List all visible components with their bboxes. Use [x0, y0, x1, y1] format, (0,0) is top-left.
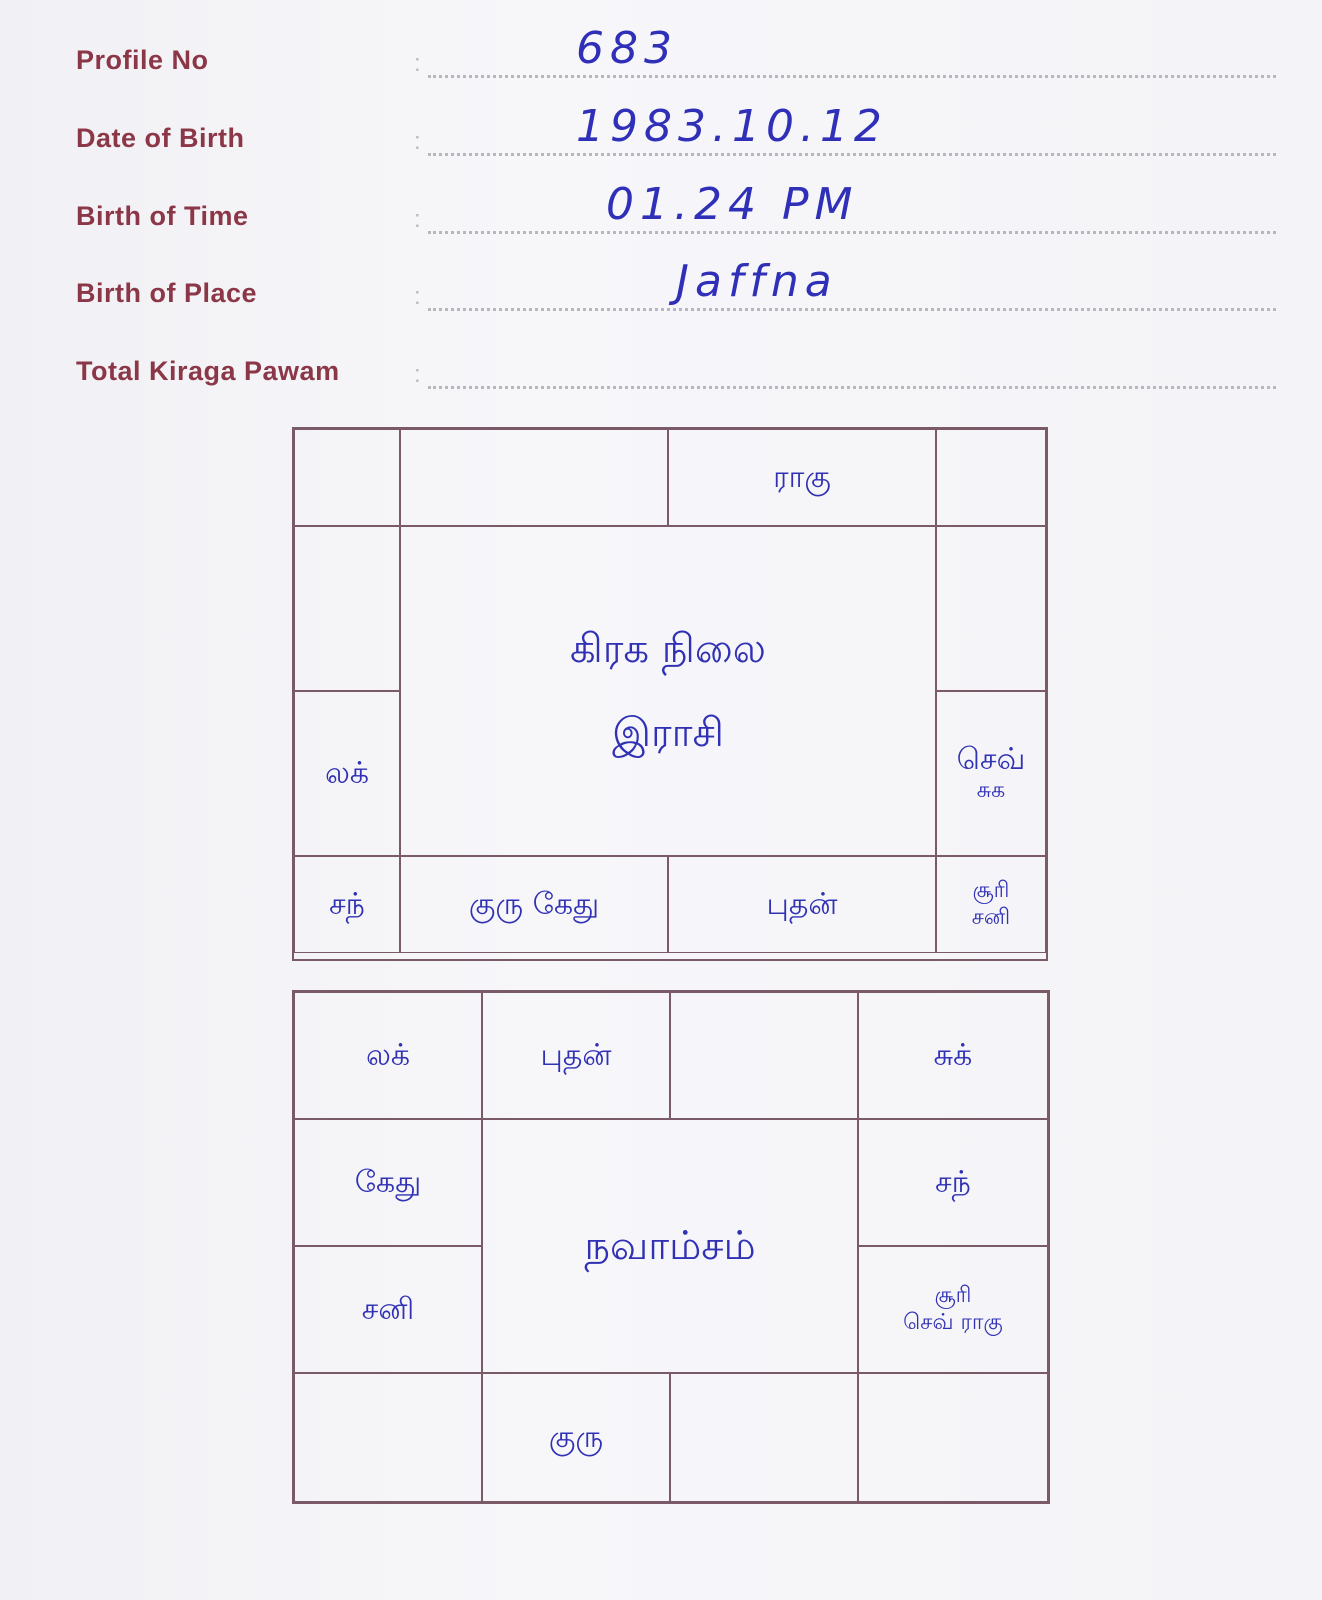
total-kiraga-pawam-row: [76, 341, 1276, 401]
rasi-house-bottom-1: சந்: [294, 856, 400, 953]
field-underline: [428, 153, 1276, 156]
navamsa-house-bottom-3: [670, 1373, 858, 1502]
rasi-house-right-1: [936, 526, 1046, 691]
navamsa-chart: [292, 990, 1050, 1504]
rasi-house-top-4: [936, 429, 1046, 526]
colon: :: [414, 50, 421, 77]
navamsa-house-bottom-2: குரு: [482, 1373, 670, 1502]
rasi-house-top-3: ராகு: [668, 429, 936, 526]
rasi-chart: [292, 427, 1048, 961]
birth-place-row: [76, 256, 1276, 323]
navamsa-house-right-1: சந்: [858, 1119, 1048, 1246]
rasi-planet: சூரி: [972, 878, 1010, 904]
rasi-house-top-2: [400, 429, 668, 526]
field-underline: [428, 308, 1276, 311]
navamsa-house-bottom-4: [858, 1373, 1048, 1502]
birth-time-label: Birth of Time: [76, 201, 249, 231]
birth-place-label: Birth of Place: [76, 278, 258, 308]
rasi-planet: செவ்: [956, 742, 1026, 778]
colon: :: [414, 206, 421, 233]
rasi-house-bottom-2: குரு கேது: [400, 856, 668, 953]
colon: :: [414, 361, 421, 388]
navamsa-chart-center: [482, 1119, 858, 1373]
birth-time-row: [76, 179, 1276, 246]
rasi-center-subtitle: இராசி: [612, 710, 724, 756]
rasi-house-bottom-4: [936, 856, 1046, 953]
navamsa-house-right-2: [858, 1246, 1048, 1373]
navamsa-house-top-1: லக்: [294, 992, 482, 1119]
rasi-planet: சனி: [971, 904, 1011, 930]
navamsa-house-left-1: கேது: [294, 1119, 482, 1246]
navamsa-center-title: நவாம்சம்: [584, 1223, 756, 1269]
navamsa-house-left-2: சனி: [294, 1246, 482, 1373]
navamsa-house-bottom-1: [294, 1373, 482, 1502]
field-underline: [428, 231, 1276, 234]
field-underline: [428, 386, 1276, 389]
total-kiraga-pawam-label: Total Kiraga Pawam: [76, 356, 340, 386]
navamsa-planet: செவ் ராகு: [903, 1309, 1003, 1335]
rasi-house-left-2: லக்: [294, 691, 400, 856]
rasi-planet: சுக: [976, 778, 1006, 804]
profile-no-label: Profile No: [76, 45, 209, 75]
rasi-house-left-1: [294, 526, 400, 691]
birth-place-value: Jaffna: [676, 256, 838, 307]
profile-no-row: [76, 23, 1276, 90]
navamsa-house-top-4: சுக்: [858, 992, 1048, 1119]
rasi-house-top-1: [294, 429, 400, 526]
profile-no-value: 683: [576, 23, 678, 74]
colon: :: [414, 128, 421, 155]
navamsa-house-top-2: புதன்: [482, 992, 670, 1119]
rasi-house-bottom-3: புதன்: [668, 856, 936, 953]
rasi-center-title: கிரக நிலை: [570, 626, 766, 672]
field-underline: [428, 75, 1276, 78]
date-of-birth-value: 1983.10.12: [576, 101, 888, 152]
rasi-chart-center: [400, 526, 936, 856]
navamsa-house-top-3: [670, 992, 858, 1119]
colon: :: [414, 283, 421, 310]
date-of-birth-label: Date of Birth: [76, 123, 245, 153]
rasi-house-right-2: [936, 691, 1046, 856]
date-of-birth-row: [76, 101, 1276, 168]
birth-time-value: 01.24 PM: [606, 179, 859, 230]
navamsa-planet: சூரி: [934, 1283, 972, 1309]
